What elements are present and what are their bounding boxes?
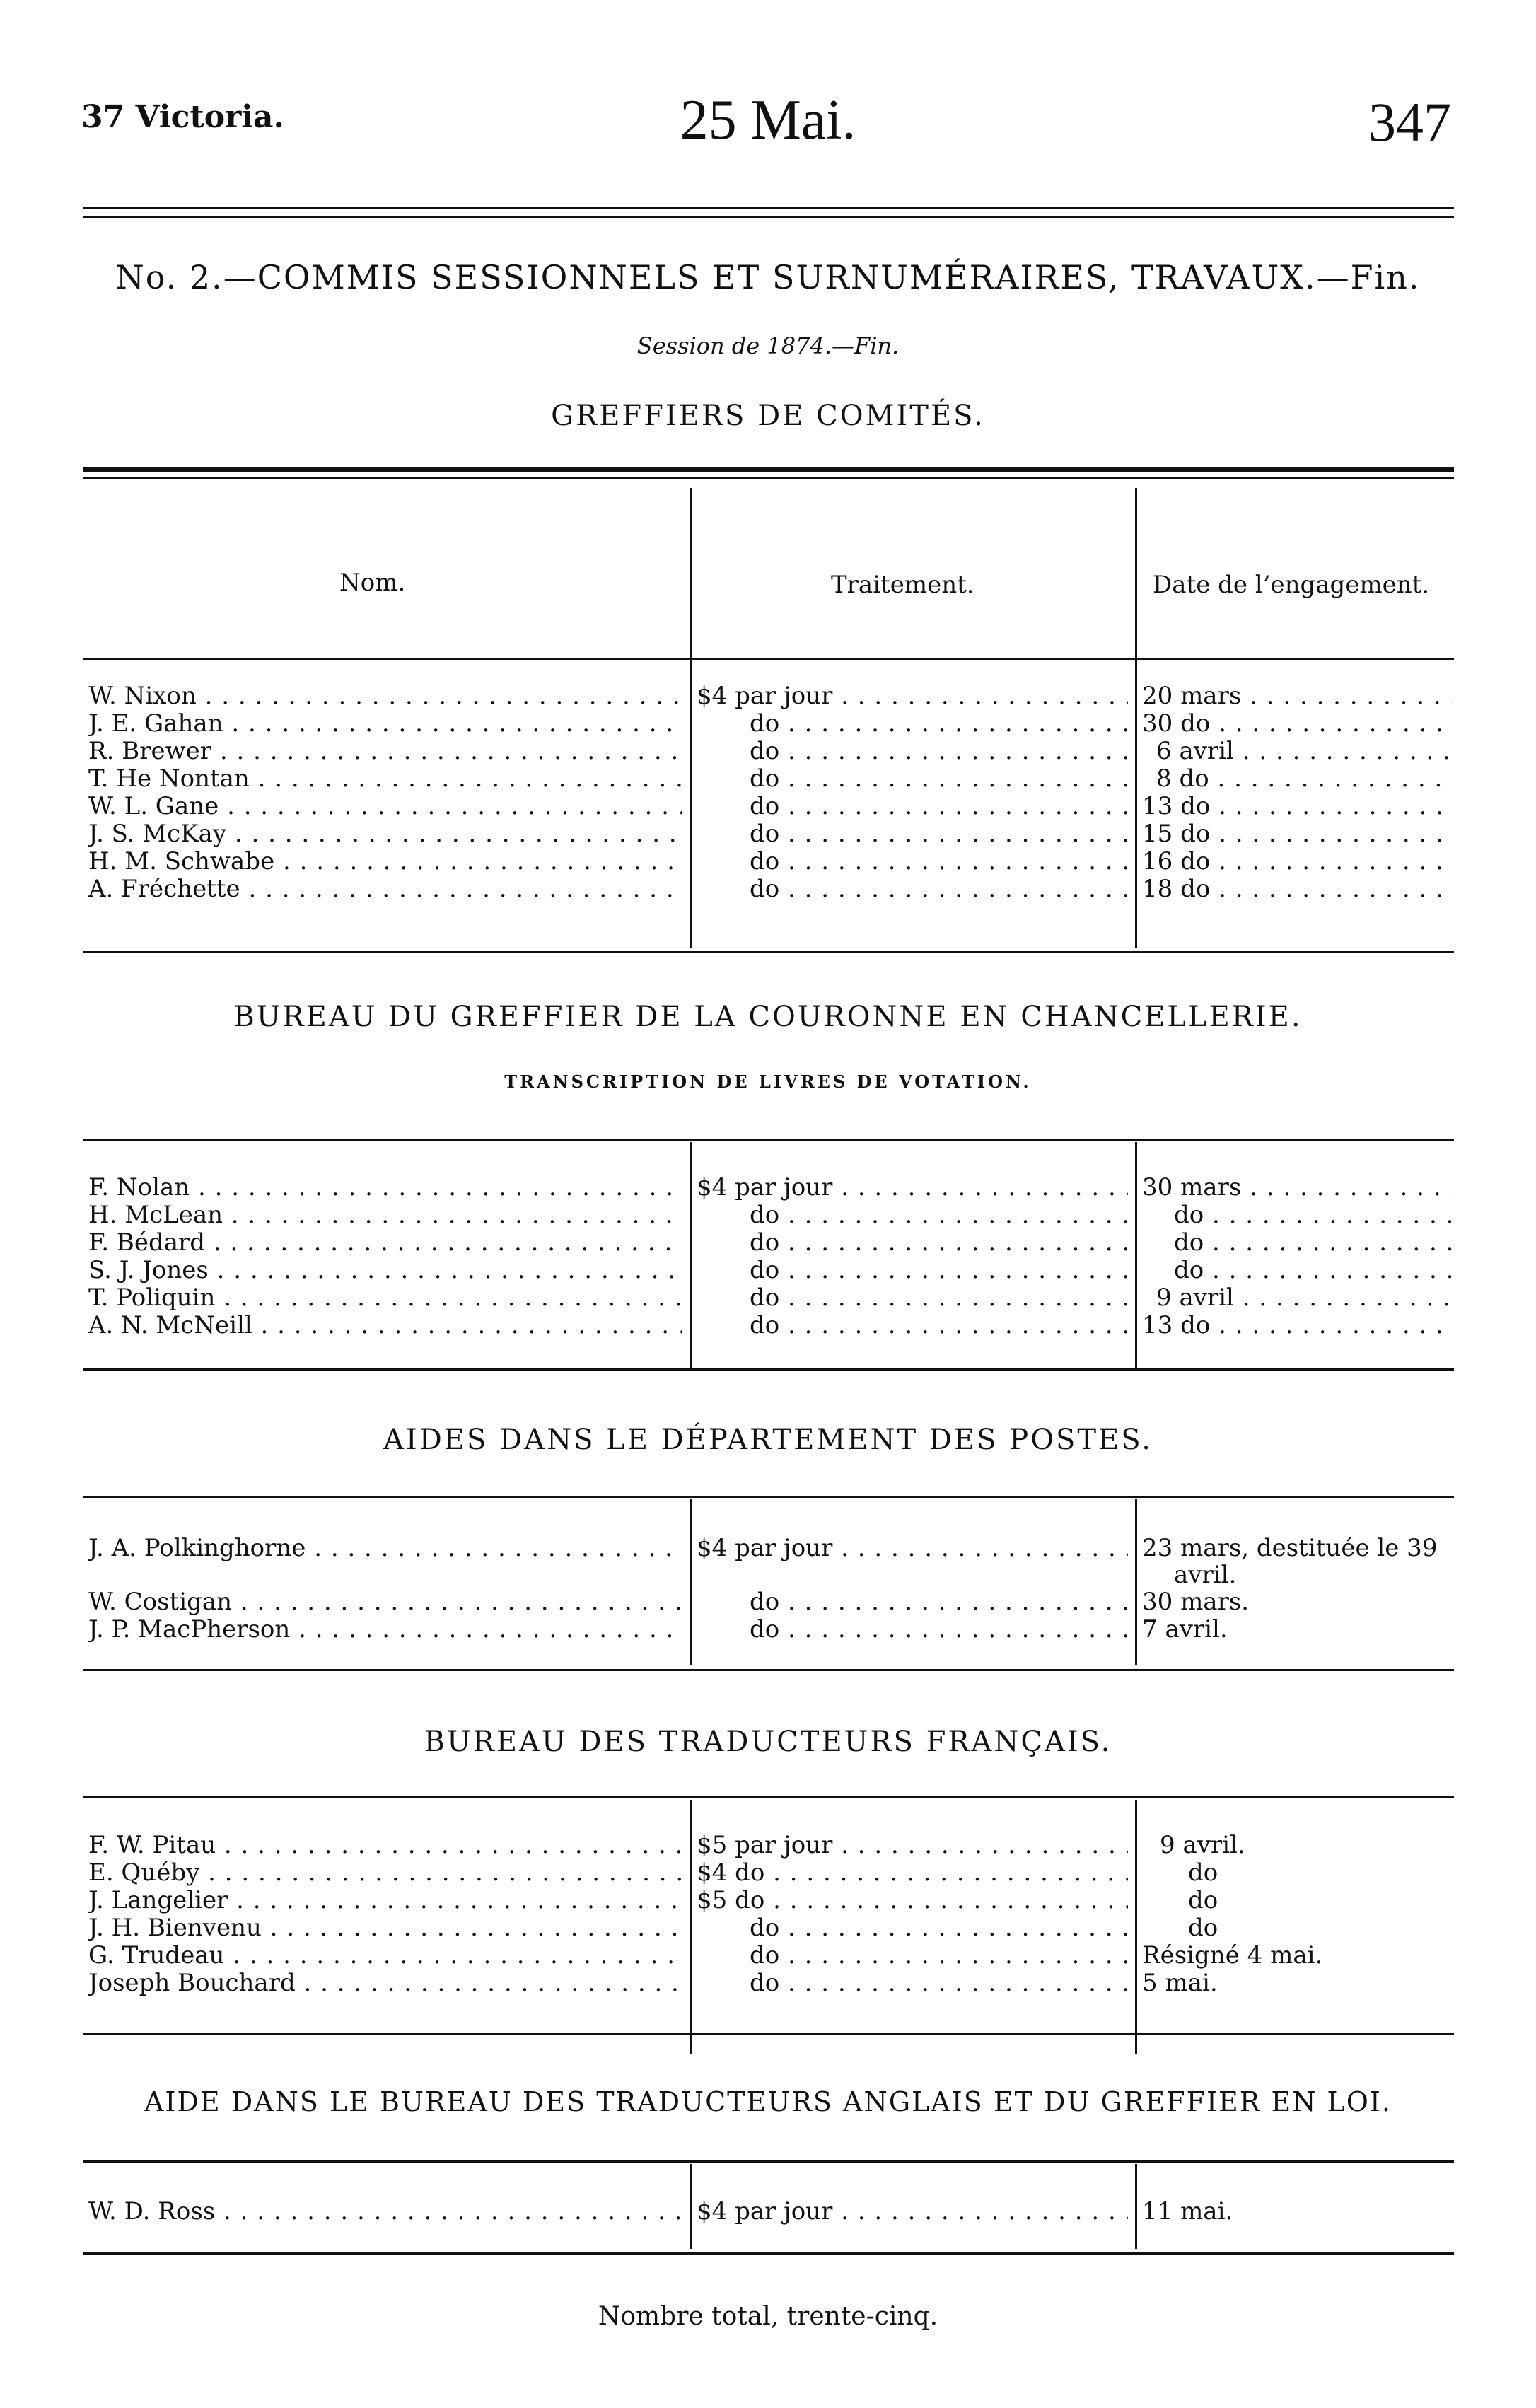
cell-nom: H. McLean . . . xyxy=(88,1202,682,1228)
document-subtitle: Session de 1874.—Fin. xyxy=(636,332,900,359)
cell-nom: F. Bédard . . . xyxy=(88,1229,682,1256)
cell-traitement: do . . . xyxy=(750,1914,1128,1941)
page-number: 347 xyxy=(1368,91,1451,153)
table-bottom-rule xyxy=(83,1368,1454,1371)
column-divider xyxy=(690,488,692,948)
section-title-greffiers: GREFFIERS DE COMITÉS. xyxy=(551,400,985,432)
column-divider xyxy=(1135,1142,1137,1368)
cell-traitement: do . . . xyxy=(750,1312,1128,1339)
column-header-nom: Nom. xyxy=(339,569,406,596)
document-title: No. 2.—COMMIS SESSIONNELS ET SURNUMÉRAIRES, TRAVAUX.—Fin. xyxy=(115,258,1421,296)
column-divider xyxy=(690,1800,692,2054)
cell-traitement: do . . . xyxy=(750,1616,1128,1643)
section-subtitle-transcription: TRANSCRIPTION DE LIVRES DE VOTATION. xyxy=(504,1071,1032,1092)
column-divider xyxy=(1135,488,1137,948)
table-bottom-rule xyxy=(83,2033,1454,2035)
cell-nom: W. Nixon . . . xyxy=(88,682,682,709)
footer-total: Nombre total, trente-cinq. xyxy=(598,2302,938,2331)
cell-nom: H. M. Schwabe . . . xyxy=(88,848,682,875)
cell-traitement: do . . . xyxy=(750,1970,1128,1996)
cell-traitement: $4 par jour . . . xyxy=(697,1174,1128,1201)
cell-date: 13 do . . . xyxy=(1142,1312,1453,1339)
column-header-rule xyxy=(83,658,1454,660)
cell-date: 30 do . . . xyxy=(1142,710,1453,737)
header-rule-bottom xyxy=(83,216,1454,218)
cell-nom: W. Costigan . . . xyxy=(88,1588,682,1615)
table-top-rule xyxy=(83,2160,1454,2163)
column-header-date: Date de l’engagement. xyxy=(1153,571,1430,598)
cell-date: 11 mai. xyxy=(1142,2198,1233,2225)
column-divider xyxy=(1135,2164,1137,2249)
cell-traitement: do . . . xyxy=(750,1588,1128,1615)
cell-date: 30 mars . . . xyxy=(1142,1174,1453,1201)
cell-traitement: $4 par jour . . . xyxy=(697,1535,1128,1561)
column-divider xyxy=(1135,1800,1137,2054)
cell-traitement: do . . . xyxy=(750,1202,1128,1228)
cell-date: 7 avril. xyxy=(1142,1616,1228,1643)
table-top-rule xyxy=(83,1496,1454,1498)
cell-traitement: do . . . xyxy=(750,1257,1128,1284)
table-top-rule xyxy=(83,1796,1454,1798)
table-bottom-rule xyxy=(83,2252,1454,2255)
cell-traitement: do . . . xyxy=(750,1942,1128,1969)
cell-nom: Joseph Bouchard . . . xyxy=(88,1970,682,1996)
table-top-rule xyxy=(83,1139,1454,1141)
cell-nom: T. He Nontan . . . xyxy=(88,765,682,792)
cell-traitement: do . . . xyxy=(750,738,1128,764)
column-divider xyxy=(690,1142,692,1368)
cell-nom: J. A. Polkinghorne . . . xyxy=(88,1535,682,1561)
cell-date: do . . . xyxy=(1174,1202,1453,1228)
cell-nom: J. Langelier . . . xyxy=(88,1887,682,1914)
cell-date: 13 do . . . xyxy=(1142,793,1453,820)
cell-traitement: do . . . xyxy=(750,876,1128,902)
cell-nom: J. H. Bienvenu . . . xyxy=(88,1914,682,1941)
cell-date: do xyxy=(1188,1859,1218,1886)
table-bottom-rule xyxy=(83,951,1454,953)
cell-date: do . . . xyxy=(1174,1229,1453,1256)
page-header-date: 25 Mai. xyxy=(680,89,856,151)
cell-date: 16 do . . . xyxy=(1142,848,1453,875)
cell-date: 5 mai. xyxy=(1142,1970,1218,1996)
cell-date: do . . . xyxy=(1174,1257,1453,1284)
cell-traitement: do . . . xyxy=(750,793,1128,820)
cell-nom: A. N. McNeill . . . xyxy=(88,1312,682,1339)
cell-traitement: do . . . xyxy=(750,765,1128,792)
column-divider xyxy=(690,2164,692,2249)
cell-date: 9 avril. xyxy=(1160,1832,1245,1859)
cell-nom: J. P. MacPherson . . . xyxy=(88,1616,682,1643)
cell-nom: A. Fréchette . . . xyxy=(88,876,682,902)
cell-traitement: $4 do . . . xyxy=(697,1859,1128,1886)
cell-nom: T. Poliquin . . . xyxy=(88,1284,682,1311)
cell-date: 9 avril . . . xyxy=(1156,1284,1453,1311)
cell-date: 8 do . . . xyxy=(1156,765,1453,792)
cell-date: 20 mars . . . xyxy=(1142,682,1453,709)
cell-nom: G. Trudeau . . . xyxy=(88,1942,682,1969)
cell-nom: F. Nolan . . . xyxy=(88,1174,682,1201)
cell-date: do xyxy=(1188,1914,1218,1941)
cell-traitement: do . . . xyxy=(750,1229,1128,1256)
cell-date: 30 mars. xyxy=(1142,1588,1250,1615)
section-title-couronne: BUREAU DU GREFFIER DE LA COURONNE EN CHANCELLERIE. xyxy=(233,1001,1303,1033)
cell-date: 18 do . . . xyxy=(1142,876,1453,902)
cell-traitement: $5 par jour . . . xyxy=(697,1832,1128,1859)
cell-nom: S. J. Jones . . . xyxy=(88,1257,682,1284)
cell-nom: J. E. Gahan . . . xyxy=(88,710,682,737)
table-bottom-rule xyxy=(83,1669,1454,1671)
section-title-traducteurs-anglais: AIDE DANS LE BUREAU DES TRADUCTEURS ANGLAIS ET DU GREFFIER EN LOI. xyxy=(144,2086,1392,2117)
cell-date: 15 do . . . xyxy=(1142,820,1453,847)
cell-date-continued: avril. xyxy=(1174,1561,1237,1588)
column-header-traitement: Traitement. xyxy=(831,571,974,598)
cell-traitement: do . . . xyxy=(750,710,1128,737)
cell-traitement: $4 par jour . . . xyxy=(697,682,1128,709)
cell-traitement: do . . . xyxy=(750,1284,1128,1311)
cell-nom: J. S. McKay . . . xyxy=(88,820,682,847)
section-title-traducteurs-francais: BUREAU DES TRADUCTEURS FRANÇAIS. xyxy=(424,1726,1112,1758)
cell-date: 6 avril . . . xyxy=(1156,738,1453,764)
cell-date: 23 mars, destituée le 39 xyxy=(1142,1535,1438,1561)
column-divider xyxy=(690,1499,692,1665)
cell-nom: W. L. Gane . . . xyxy=(88,793,682,820)
page-header-left: 37 Victoria. xyxy=(81,99,284,135)
cell-date: do xyxy=(1188,1887,1218,1914)
cell-traitement: $4 par jour . . . xyxy=(697,2198,1128,2225)
cell-nom: F. W. Pitau . . . xyxy=(88,1832,682,1859)
cell-nom: W. D. Ross . . . xyxy=(88,2198,682,2225)
table-top-rule xyxy=(83,467,1454,472)
cell-nom: R. Brewer . . . xyxy=(88,738,682,764)
cell-traitement: do . . . xyxy=(750,848,1128,875)
column-divider xyxy=(1135,1499,1137,1665)
cell-traitement: do . . . xyxy=(750,820,1128,847)
cell-nom: E. Québy . . . xyxy=(88,1859,682,1886)
section-title-postes: AIDES DANS LE DÉPARTEMENT DES POSTES. xyxy=(383,1424,1153,1456)
cell-traitement: $5 do . . . xyxy=(697,1887,1128,1914)
header-rule-top xyxy=(83,207,1454,209)
table-top-rule-thin xyxy=(83,477,1454,479)
cell-date: Résigné 4 mai. xyxy=(1142,1942,1323,1969)
